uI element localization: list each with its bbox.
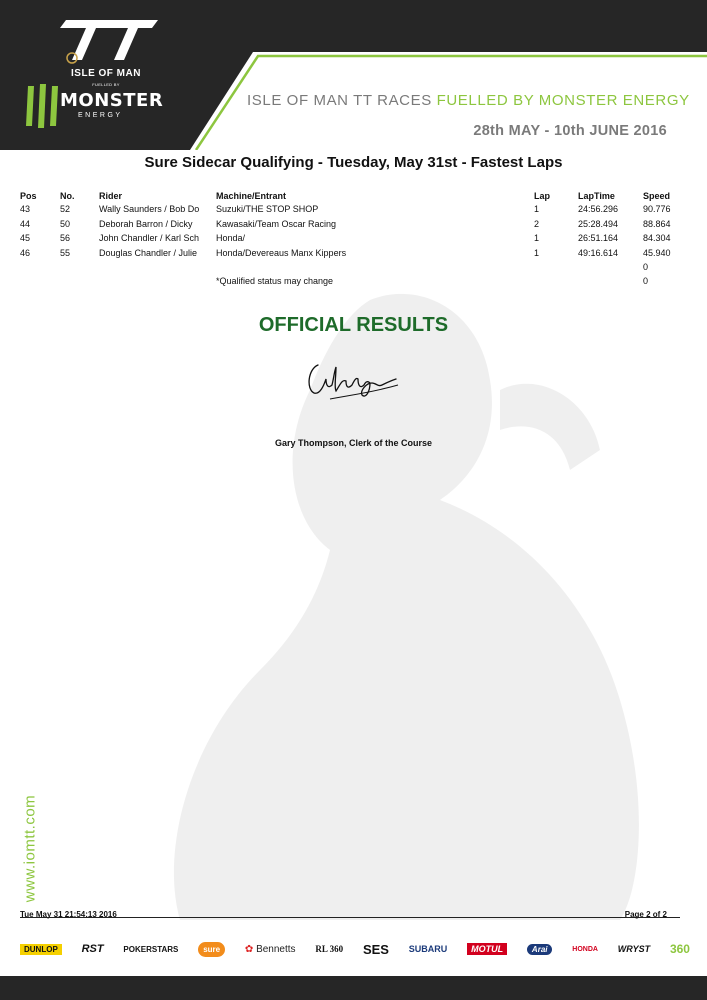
cell-machine: Suzuki/THE STOP SHOP [216,204,319,215]
cell-pos: 46 [20,247,31,258]
sponsor-wryst-logo: WRYST [617,944,651,954]
official-results-heading: OFFICIAL RESULTS [258,314,449,336]
footer-page-number: Page 2 of 2 [624,910,667,919]
cell-pos: 45 [20,233,31,244]
col-header-lap: Lap [534,190,551,201]
cell-lap: 1 [534,204,540,215]
document-title: Sure Sidecar Qualifying - Tuesday, May 31st - Fastest Laps [144,154,563,171]
side-url [18,790,40,910]
extra-speed-value: 0 [643,276,649,286]
cell-speed: 84.304 [643,233,671,244]
sponsor-dunlop-logo: DUNLOP [20,944,62,955]
page-header [0,0,707,150]
cell-lap: 2 [534,218,540,229]
footer-timestamp: Tue May 31 21:54:13 2016 [20,910,117,919]
sponsor-arai-logo: Arai [527,944,553,955]
signature-image [300,355,410,411]
sponsor-ses-logo: SES [362,941,389,957]
table-row [20,202,680,217]
header-tagline [247,92,690,109]
col-header-pos: Pos [20,190,37,201]
bottom-bar [0,976,707,1000]
cell-lap: 1 [534,233,540,244]
cell-rider: Wally Saunders / Bob Do [99,204,200,215]
col-header-speed: Speed [643,190,671,201]
sponsor-rst-logo: RST [81,943,104,955]
extra-speed-value: 0 [643,262,649,272]
cell-rider: John Chandler / Karl Sch [99,233,200,244]
side-url-text[interactable]: www.iomtt.com [21,794,39,903]
qualified-note: *Qualified status may change [216,276,334,286]
logo-subtitle: ISLE OF MAN [71,68,141,79]
sponsor-honda-logo: HONDA [572,945,598,953]
sponsor-motul-logo: MOTUL [467,943,507,955]
cell-no: 50 [60,218,71,229]
sponsor-bennetts-text: Bennetts [256,943,296,955]
sponsor-pokerstars-logo: POKERSTARS [123,944,179,954]
logo-fuelled-by: FUELLED BY [92,82,120,87]
cell-rider: Douglas Chandler / Julie [99,247,198,258]
cell-no: 56 [60,233,71,244]
cell-no: 52 [60,204,71,215]
col-header-no: No. [60,190,75,201]
col-header-machine: Machine/Entrant [216,190,287,201]
sponsor-subaru-logo: SUBARU [408,944,448,954]
cell-machine: Honda/ [216,233,246,244]
cell-pos: 44 [20,218,31,229]
cell-pos: 43 [20,204,31,215]
monster-wordmark: MONSTER [60,90,164,111]
energy-wordmark: ENERGY [78,112,123,119]
signatory-caption: Gary Thompson, Clerk of the Course [274,438,433,448]
cell-rider: Deborah Barron / Dicky [99,218,193,229]
table-row [20,231,680,246]
cell-laptime: 24:56.296 [578,204,619,215]
cell-laptime: 25:28.494 [578,218,619,229]
table-row [20,217,680,232]
sponsor-sure-logo: sure [198,942,225,957]
cell-speed: 45.940 [643,247,671,258]
col-header-laptime: LapTime [578,190,615,201]
footer-divider [20,917,680,918]
sponsor-rl360-logo: RL 360 [315,944,344,954]
col-header-rider: Rider [99,190,123,201]
cell-no: 55 [60,247,71,258]
table-header-row [20,189,680,202]
sponsor-360-logo: 360 [669,942,690,956]
sponsor-bennetts-logo: ✿ Bennetts [244,943,296,955]
table-row [20,246,680,261]
cell-laptime: 26:51.164 [578,233,619,244]
tt-logo-icon [52,14,162,66]
event-dates: 28th MAY - 10th JUNE 2016 [473,123,667,139]
cell-machine: Honda/Devereaus Manx Kippers [216,247,347,258]
cell-lap: 1 [534,247,540,258]
sponsor-strip [20,935,690,963]
results-table [20,189,680,260]
cell-laptime: 49:16.614 [578,247,619,258]
tagline-prefix: ISLE OF MAN TT RACES [247,92,432,109]
tagline-suffix: FUELLED BY MONSTER ENERGY [436,92,690,109]
cell-speed: 88.864 [643,218,671,229]
cell-speed: 90.776 [643,204,671,215]
cell-machine: Kawasaki/Team Oscar Racing [216,218,337,229]
